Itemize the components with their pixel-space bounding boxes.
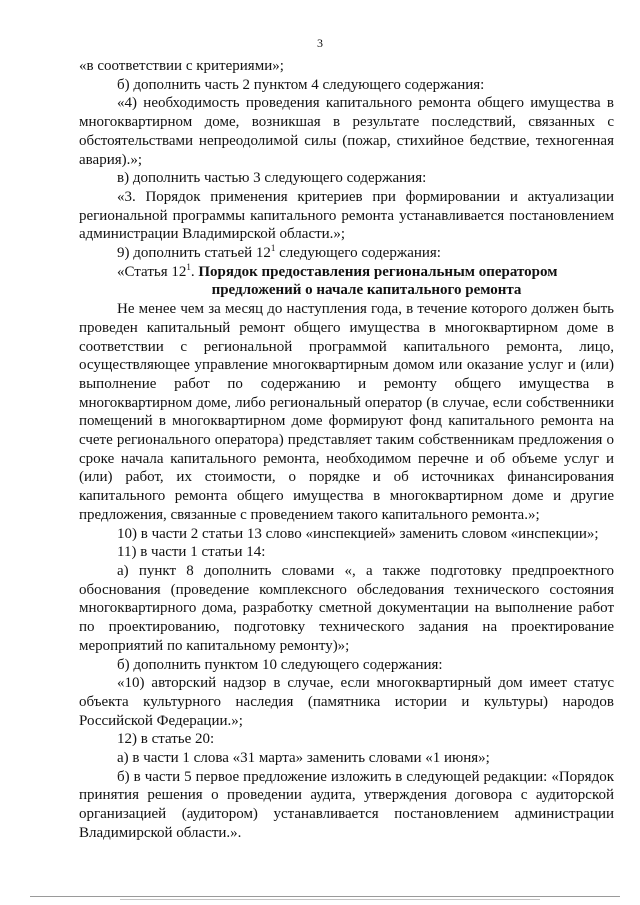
paragraph-10: а) пункт 8 дополнить словами «, а также подготовку предпроектного обоснования (проведение комплексного обследования технического состояния многоквартирного дома, разработку сметной документации на выполнение работ по проектированию, подготовку технического задания на проектирование мероприятий по капитальному ремонту)»; [79,562,614,654]
paragraph-5: «3. Порядок применения критериев при формировании и актуализации региональной программы капитального ремонта устанавливается постановлением администрации Владимирской области.»; [79,188,614,243]
article-heading [79,263,614,282]
scan-edge-line-faint [120,899,540,900]
paragraph-6-superscript: 1 [270,243,276,254]
article-title-line-1: Порядок предоставления региональным оператором [198,263,558,280]
page-number: 3 [317,36,323,50]
paragraph-6-text-a: 9) дополнить статьей 12 [117,245,271,262]
article-label-b: . [190,263,199,280]
paragraph-9: 11) в части 1 статьи 14: [117,544,266,561]
article-label-a: «Статья 12 [117,263,187,280]
paragraph-15: б) в части 5 первое предложение изложить в следующей редакции: «Порядок принятия решения о проведении аудита, утверждения договора с аудиторской организацией (аудитором) устанавливается постановлением администрации Владимирской области.». [79,768,614,841]
paragraph-3: «4) необходимость проведения капитального ремонта общего имущества в многоквартирном доме, возникшая в результате последствий, связанных с обстоятельствами непреодолимой силы (пожар, стихийное бедствие, техногенная авария).»; [79,95,614,168]
paragraph-11: б) дополнить пунктом 10 следующего содержания: [117,656,443,673]
paragraph-6 [79,244,614,263]
paragraph-4: в) дополнить частью 3 следующего содержания: [117,170,427,187]
paragraph-7: Не менее чем за месяц до наступления года, в течение которого должен быть проведен капитальный ремонт общего имущества в многоквартирном доме в соответствии с региональной программой капитального ремонта, лицо, осуществляющее управление многоквартирным домом или оказание услуг и (или) выполнение работ по содержанию и ремонту общего имущества в многоквартирном доме, либо региональный оператор (в случае, если собственники помещений в многоквартирном доме формируют фонд капитального ремонта на счете регионального оператора) представляет таким собственникам предложения о сроке начала капитального ремонта, необходимом перечне и об объеме услуг и (или) работ, их стоимости, о порядке и об источниках финансирования капитального ремонта общего имущества в многоквартирном доме и другие предложения, связанные с проведением такого капитального ремонта.»; [79,301,614,523]
paragraph-8: 10) в части 2 статьи 13 слово «инспекцией» заменить словом «инспекции»; [117,525,599,542]
paragraph-14: а) в части 1 слова «31 марта» заменить словами «1 июня»; [117,750,490,767]
paragraph-13: 12) в статье 20: [117,731,215,748]
paragraph-2: б) дополнить часть 2 пунктом 4 следующего содержания: [117,76,485,93]
article-label-superscript: 1 [186,261,191,272]
paragraph-6-text-b: следующего содержания: [275,245,441,262]
paragraph-1: «в соответствии с критериями»; [79,58,284,74]
scan-edge-line [30,896,620,897]
paragraph-12: «10) авторский надзор в случае, если многоквартирный дом имеет статус объекта культурного наследия (памятника истории и культуры) народов Российской Федерации.»; [79,675,614,729]
document-body [79,57,614,843]
article-title-line-2: предложений о начале капитального ремонта [211,282,522,299]
